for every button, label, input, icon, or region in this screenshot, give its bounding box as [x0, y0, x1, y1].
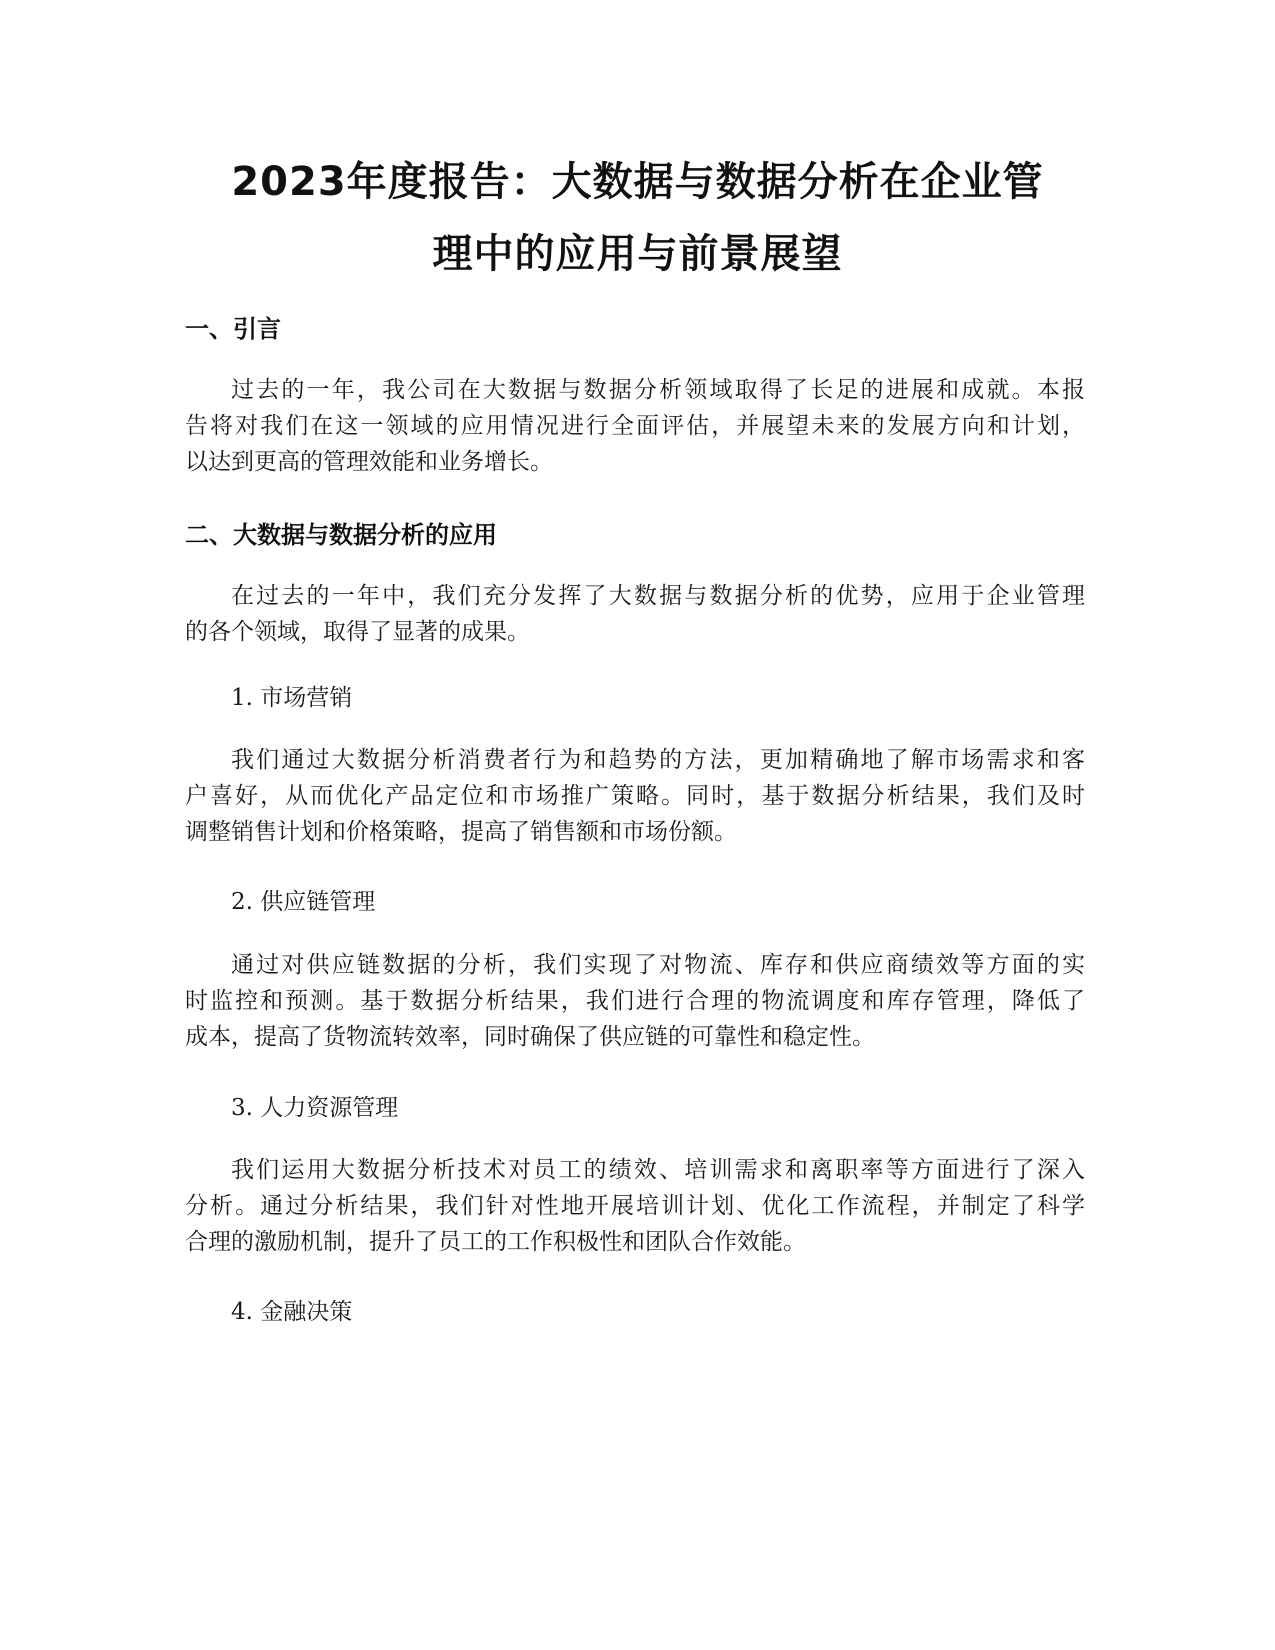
paragraph-line: 告将对我们在这一领域的应用情况进行全面评估，并展望未来的发展方向和计划， [185, 413, 1085, 439]
human-resources-paragraph [185, 1152, 1085, 1260]
paragraph-line: 调整销售计划和价格策略，提高了销售额和市场份额。 [185, 819, 737, 845]
item-heading-marketing: 1. 市场营销 [231, 685, 353, 711]
paragraph-line: 的各个领域，取得了显著的成果。 [185, 619, 530, 645]
paragraph-line: 成本，提高了货物流转效率，同时确保了供应链的可靠性和稳定性。 [185, 1024, 875, 1050]
paragraph-line: 我们运用大数据分析技术对员工的绩效、培训需求和离职率等方面进行了深入 [231, 1157, 1085, 1183]
paragraph-line: 分析。通过分析结果，我们针对性地开展培训计划、优化工作流程，并制定了科学 [185, 1193, 1085, 1219]
title-line-1: 2023年度报告：大数据与数据分析在企业管 [231, 159, 1044, 205]
paragraph-line: 以达到更高的管理效能和业务增长。 [185, 449, 553, 475]
paragraph-line: 合理的激励机制，提升了员工的工作积极性和团队合作效能。 [185, 1229, 806, 1255]
paragraph-line: 通过对供应链数据的分析，我们实现了对物流、库存和供应商绩效等方面的实 [231, 952, 1085, 978]
paragraph-line: 我们通过大数据分析消费者行为和趋势的方法，更加精确地了解市场需求和客 [231, 747, 1085, 773]
item-heading-human-resources: 3. 人力资源管理 [231, 1095, 399, 1121]
paragraph-line: 时监控和预测。基于数据分析结果，我们进行合理的物流调度和库存管理，降低了 [185, 988, 1085, 1014]
paragraph-line: 户喜好，从而优化产品定位和市场推广策略。同时，基于数据分析结果，我们及时 [185, 783, 1085, 809]
item-heading-financial-decisions: 4. 金融决策 [231, 1299, 353, 1325]
paragraph-line: 过去的一年，我公司在大数据与数据分析领域取得了长足的进展和成就。本报 [231, 377, 1085, 403]
introduction-paragraph [185, 372, 1085, 480]
applications-paragraph [185, 578, 1085, 650]
section-heading-applications: 二、大数据与数据分析的应用 [185, 521, 497, 549]
supply-chain-paragraph [185, 947, 1085, 1055]
marketing-paragraph [185, 742, 1085, 850]
document-title [160, 146, 1115, 290]
title-line-2: 理中的应用与前景展望 [432, 231, 843, 277]
item-heading-supply-chain: 2. 供应链管理 [231, 889, 376, 915]
section-heading-introduction: 一、引言 [185, 315, 281, 343]
paragraph-line: 在过去的一年中，我们充分发挥了大数据与数据分析的优势，应用于企业管理 [231, 583, 1085, 609]
